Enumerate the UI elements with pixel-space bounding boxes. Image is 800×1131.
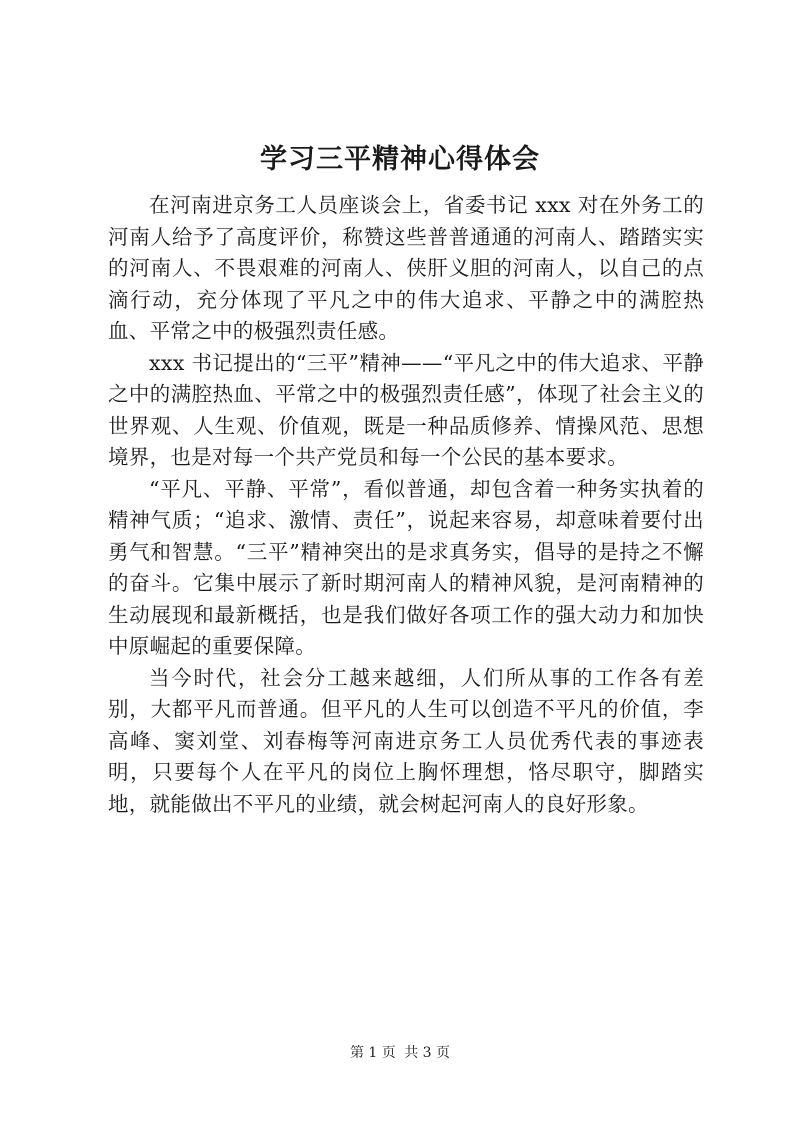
document-title: 学习三平精神心得体会 (260, 144, 540, 175)
page-number: 第 1 页 (349, 1045, 396, 1061)
document-body (108, 190, 704, 820)
page-total: 共 3 页 (404, 1045, 451, 1061)
paragraph: 当今时代，社会分工越来越细，人们所从事的工作各有差别，大都平凡而普通。但平凡的人生可以创造不平凡的价值，李高峰、窦刘堂、刘春梅等河南进京务工人员优秀代表的事迹表明，只要每个人在平凡的岗位上胸怀理想，恪尽职守，脚踏实地，就能做出不平凡的业绩，就会树起河南人的良好形象。 (108, 665, 704, 816)
paragraph: 在河南进京务工人员座谈会上，省委书记 xxx 对在外务工的河南人给予了高度评价，称赞这些普普通通的河南人、踏踏实实的河南人、不畏艰难的河南人、侠肝义胆的河南人，以自己的点滴行动，充分体现了平凡之中的伟大追求、平静之中的满腔热血、平常之中的极强烈责任感。 (108, 193, 704, 343)
paragraph: xxx 书记提出的“三平”精神——“平凡之中的伟大追求、平静之中的满腔热血、平常之中的极强烈责任感”，体现了社会主义的世界观、人生观、价值观，既是一种品质修养、情操风范、思想境界，也是对每一个共产党员和每一个公民的基本要求。 (108, 350, 704, 469)
page-footer (0, 1043, 800, 1063)
paragraph: “平凡、平静、平常”，看似普通，却包含着一种务实执着的精神气质；“追求、激情、责任”，说起来容易，却意味着要付出勇气和智慧。“三平”精神突出的是求真务实，倡导的是持之不懈的奋斗。它集中展示了新时期河南人的精神风貌，是河南精神的生动展现和最新概括，也是我们做好各项工作的强大动力和加快中原崛起的重要保障。 (108, 476, 704, 658)
